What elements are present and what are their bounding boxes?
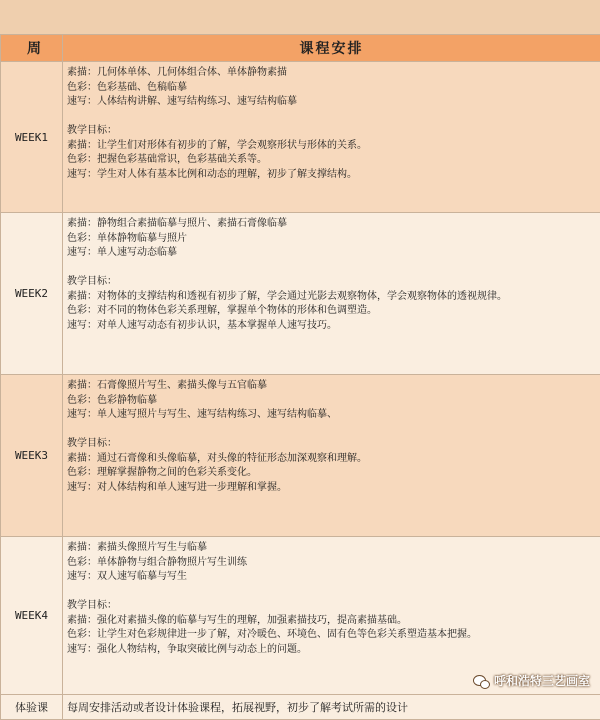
week-label: WEEK1	[1, 62, 63, 213]
goal-line: 色彩：让学生对色彩规律进一步了解，对冷暖色、环境色、固有色等色彩关系塑造基本把握。	[67, 628, 596, 643]
goal-line: 速写：学生对人体有基本比例和动态的理解，初步了解支撑结构。	[67, 168, 596, 183]
trial-class-label: 体验课	[1, 695, 63, 720]
plan-line: 素描：素描头像照片写生与临摹	[67, 541, 596, 556]
watermark-text: 呼和浩特三艺画室	[494, 672, 590, 689]
goal-title: 教学目标：	[67, 599, 596, 614]
goal-line: 速写：强化人物结构，争取突破比例与动态上的问题。	[67, 643, 596, 658]
table-header-row	[1, 35, 600, 62]
plan-line: 速写：人体结构讲解、速写结构练习、速写结构临摹	[67, 95, 596, 110]
goal-line: 色彩：理解掌握静物之间的色彩关系变化。	[67, 466, 596, 481]
header-plan: 课程安排	[63, 35, 600, 62]
week-row-2	[1, 213, 600, 375]
plan-line: 素描：石膏像照片写生、素描头像与五官临摹	[67, 379, 596, 394]
course-schedule-table	[0, 34, 600, 720]
week-content	[63, 213, 600, 375]
plan-line: 素描：静物组合素描临摹与照片、素描石膏像临摹	[67, 217, 596, 232]
plan-line: 色彩：色彩静物临摹	[67, 394, 596, 409]
plan-line: 色彩：单体静物临摹与照片	[67, 232, 596, 247]
week-label: WEEK3	[1, 375, 63, 537]
wechat-icon	[473, 674, 489, 688]
goal-line: 素描：让学生们对形体有初步的了解，学会观察形状与形体的关系。	[67, 139, 596, 154]
plan-line: 速写：单人速写动态临摹	[67, 246, 596, 261]
goal-line: 素描：通过石膏像和头像临摹，对头像的特征形态加深观察和理解。	[67, 452, 596, 467]
plan-line: 色彩：色彩基础、色稿临摹	[67, 81, 596, 96]
week-label: WEEK4	[1, 537, 63, 695]
goal-line: 素描：对物体的支撑结构和透视有初步了解，学会通过光影去观察物体，学会观察物体的透视规律。	[67, 290, 596, 305]
header-week: 周	[1, 35, 63, 62]
plan-line: 色彩：单体静物与组合静物照片写生训练	[67, 556, 596, 571]
plan-line: 速写：双人速写临摹与写生	[67, 570, 596, 585]
goal-line: 速写：对人体结构和单人速写进一步理解和掌握。	[67, 481, 596, 496]
goal-title: 教学目标：	[67, 275, 596, 290]
goal-title: 教学目标：	[67, 437, 596, 452]
goal-line: 素描：强化对素描头像的临摹与写生的理解，加强素描技巧，提高素描基础。	[67, 614, 596, 629]
week-row-4	[1, 537, 600, 695]
trial-class-text: 每周安排活动或者设计体验课程，拓展视野，初步了解考试所需的设计	[63, 695, 600, 720]
week-content	[63, 537, 600, 695]
week-label: WEEK2	[1, 213, 63, 375]
goal-line: 色彩：对不同的物体色彩关系理解，掌握单个物体的形体和色调塑造。	[67, 304, 596, 319]
goal-line: 速写：对单人速写动态有初步认识，基本掌握单人速写技巧。	[67, 319, 596, 334]
goal-title: 教学目标：	[67, 124, 596, 139]
goal-line: 色彩：把握色彩基础常识，色彩基础关系等。	[67, 153, 596, 168]
trial-class-row	[1, 695, 600, 720]
week-row-1	[1, 62, 600, 213]
top-strip	[0, 0, 600, 34]
watermark	[473, 672, 590, 689]
week-content	[63, 375, 600, 537]
week-row-3	[1, 375, 600, 537]
plan-line: 速写：单人速写照片与写生、速写结构练习、速写结构临摹、	[67, 408, 596, 423]
week-content	[63, 62, 600, 213]
plan-line: 素描：几何体单体、几何体组合体、单体静物素描	[67, 66, 596, 81]
